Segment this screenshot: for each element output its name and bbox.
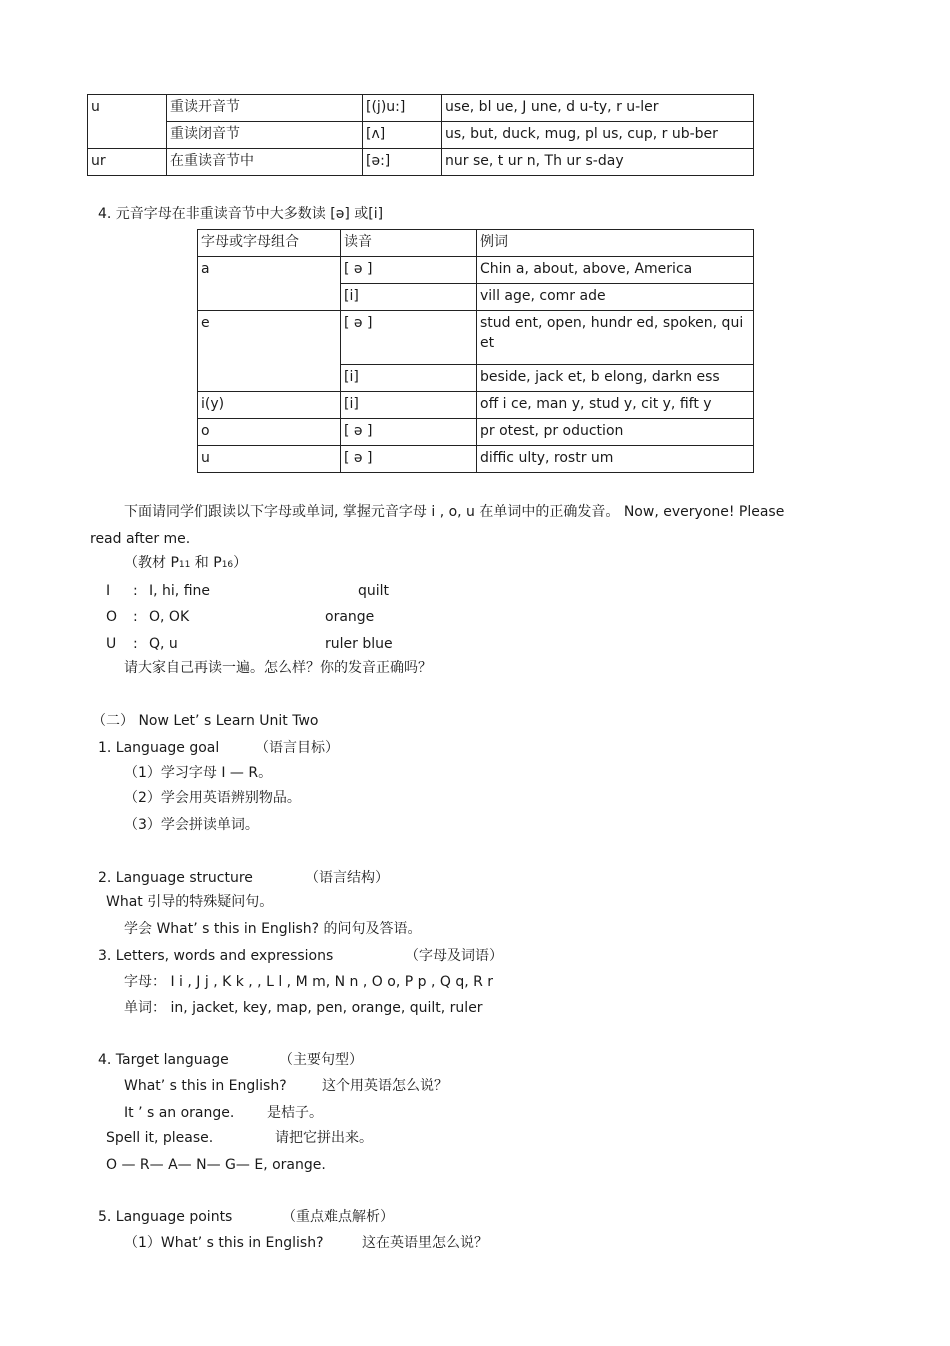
letter-i-label: I [106,583,111,599]
examples-cell: pr otest, pr oduction [477,419,754,446]
syllable-cell: 重读开音节 [167,95,363,122]
goal-item: （1）学习字母 I — R。 [124,765,273,781]
letters-cn: （字母及词语） [405,948,503,964]
target-cn: （主要句型） [279,1052,363,1068]
structure-item: What 引导的特殊疑问句。 [106,894,274,910]
goal-cn: （语言目标） [255,740,339,756]
ipa-cell: [i] [341,365,477,392]
section-4-title: 4. 元音字母在非重读音节中大多数读 [ə] 或[i] [98,206,384,222]
target-en: Spell it, please. [106,1130,214,1146]
colon: : [133,609,138,625]
colon: : [133,583,138,599]
examples-cell: diffic ulty, rostr um [477,446,754,473]
letter-o-label: O [106,609,118,625]
target-spelling: O — R— A— N— G— E, orange. [106,1157,326,1173]
ipa-cell: [i] [341,284,477,311]
letter-i-extra: quilt [358,583,390,599]
letter-cell: e [198,311,341,392]
letter-cell: a [198,257,341,311]
target-en: It ’ s an orange. [124,1105,235,1121]
examples-cell: beside, jack et, b elong, darkn ess [477,365,754,392]
ipa-cell: [ə:] [363,149,442,176]
points-cn: （重点难点解析） [282,1209,394,1225]
ipa-cell: [ ə ] [341,311,477,365]
letter-cell: o [198,419,341,446]
letter-u-extra: ruler blue [325,636,393,652]
letter-o-extra: orange [325,609,375,625]
syllable-cell: 重读闭音节 [167,122,363,149]
examples-cell: use, bl ue, J une, d u-ty, r u-ler [442,95,754,122]
reading-instruction-cont: read after me. [90,531,191,547]
letter-cell: i(y) [198,392,341,419]
target-title: 4. Target language [98,1052,229,1068]
target-en: What’ s this in English? [124,1078,287,1094]
examples-cell: off i ce, man y, stud y, cit y, fift y [477,392,754,419]
examples-cell: us, but, duck, mug, pl us, cup, r ub-ber [442,122,754,149]
target-cn: 是桔子。 [267,1105,323,1121]
examples-cell: Chin a, about, above, America [477,257,754,284]
letter-u-label: U [106,636,117,652]
letter-cell: u [198,446,341,473]
examples-cell: nur se, t ur n, Th ur s-day [442,149,754,176]
points-title: 5. Language points [98,1209,233,1225]
examples-cell: stud ent, open, hundr ed, spoken, qui et [477,311,754,365]
examples-cell: vill age, comr ade [477,284,754,311]
points-en: （1）What’ s this in English? [124,1235,324,1251]
syllable-cell: 在重读音节中 [167,149,363,176]
letter-i-words: I, hi, fine [149,583,210,599]
header-letter: 字母或字母组合 [198,230,341,257]
target-cn: 这个用英语怎么说？ [322,1078,448,1094]
structure-cn: （语言结构） [305,870,389,886]
ipa-cell: [ ə ] [341,257,477,284]
part-two-heading: （二） Now Let’ s Learn Unit Two [92,713,319,729]
ipa-cell: [ ə ] [341,419,477,446]
ipa-cell: [(j)u:] [363,95,442,122]
words-line: 单词： in, jacket, key, map, pen, orange, quilt, ruler [124,1000,483,1016]
goal-title: 1. Language goal [98,740,220,756]
target-cn: 请把它拼出来。 [275,1130,373,1146]
goal-item: （3）学会拼读单词。 [124,817,259,833]
structure-item: 学会 What’ s this in English? 的问句及答语。 [124,921,422,937]
unstressed-vowel-table [197,229,754,473]
points-cn: 这在英语里怎么说？ [362,1235,488,1251]
letter-u-words: Q, u [149,636,178,652]
header-examples: 例词 [477,230,754,257]
letters-line: 字母： I i , J j , K k , , L l , M m, N n , O o, P p , Q q, R r [124,974,494,990]
vowel-u-table [87,94,754,176]
letter-cell: ur [88,149,167,176]
letter-o-words: O, OK [149,609,190,625]
ipa-cell: [ ə ] [341,446,477,473]
ipa-cell: [i] [341,392,477,419]
header-pronunciation: 读音 [341,230,477,257]
goal-item: （2）学会用英语辨别物品。 [124,790,301,806]
reading-instruction: 下面请同学们跟读以下字母或单词, 掌握元音字母 i , o, u 在单词中的正确发音。 Now, everyone! Please [124,504,785,520]
reading-closing: 请大家自己再读一遍。怎么样？你的发音正确吗？ [124,660,432,676]
letter-cell: u [88,95,167,149]
textbook-reference: （教材 P11 和 P16） [124,555,248,571]
colon: : [133,636,138,652]
structure-title: 2. Language structure [98,870,253,886]
letters-title: 3. Letters, words and expressions [98,948,334,964]
ipa-cell: [ʌ] [363,122,442,149]
